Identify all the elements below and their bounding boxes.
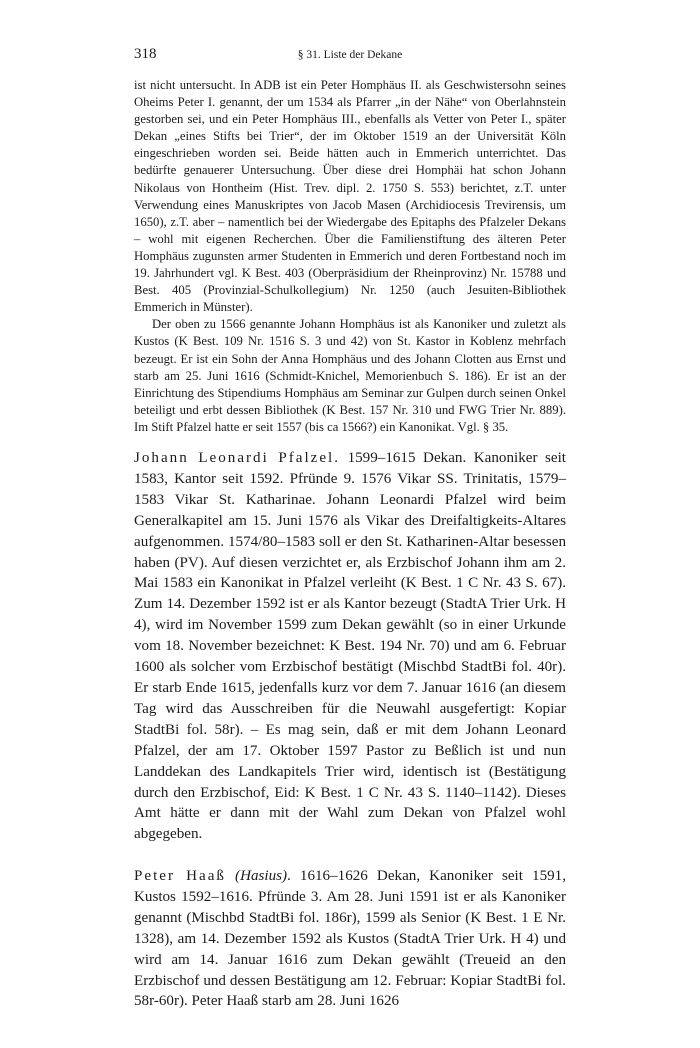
entry-text: 1599–1615 Dekan. Kanoniker seit 1583, Kantor seit 1592. Pfründe 9. 1576 Vikar SS. Trinitatis, 1579–1583 Vikar St. Katharinae. Johann Leonardi Pfalzel wird beim Generalkapitel am 15. Juni 1576 als Vikar des Dreifaltigkeits-Altares aufgenommen. 1574/80–1583 soll er den St. Katharinen-Altar besessen haben (PV). Auf diesen verzichtet er, als Erzbischof Johann ihm am 2. Mai 1583 ein Kanonikat in Pfalzel verleiht (K Best. 1 C Nr. 43 S. 67). Zum 14. Dezember 1592 ist er als Kantor bezeugt (StadtA Trier Urk. H 4), wird im November 1599 zum Dekan gewählt (so in einer Urkunde vom 18. November bezeichnet: K Best. 194 Nr. 70) und am 6. Februar 1600 als solcher vom Erzbischof bestätigt (Mischbd StadtBi fol. 40r). Er starb Ende 1615, jedenfalls kurz vor dem 7. Januar 1616 (an diesem Tag wird das Ausschreiben für die Neuwahl ausgefertigt: Kopiar StadtBi fol. 58r). – Es mag sein, daß er mit dem Johann Leonard Pfalzel, der am 17. Oktober 1597 Pastor zu Beßlich ist und nun Landdekan des Landkapitels Trier wird, identisch ist (Bestätigung durch den Erzbischof, Eid: K Best. 1 C Nr. 43 S. 1140–1142). Dieses Amt hätte er dann mit der Wahl zum Dekan von Pfalzel wohl abgegeben. (134, 450, 566, 843)
entry-text: . 1616–1626 Dekan, Kanoniker seit 1591, Kustos 1592–1616. Pfründe 3. Am 28. Juni 1591 ist er als Kanoniker genannt (Mischbd StadtBi fol. 186r), 1599 als Senior (K Best. 1 E Nr. 1328), am 14. Dezember 1592 als Kustos (StadtA Trier Urk. H 4) und wird am 14. Januar 1616 zum Dekan gewählt (Treueid an den Erzbischof und dessen Bestätigung am 12. Februar: Kopiar StadtBi fol. 58r-60r). Peter Haaß starb am 28. Juni 1626 (134, 868, 566, 1010)
entry-peter-haass (134, 866, 566, 1012)
entry-name: Peter Haaß (134, 868, 226, 884)
note-paragraph-2: Der oben zu 1566 genannte Johann Homphäus ist als Kanoniker und zuletzt als Kustos (K Best. 109 Nr. 1516 S. 3 und 42) von St. Kastor in Koblenz mehrfach bezeugt. Er ist ein Sohn der Anna Homphäus und des Johann Clotten aus Ernst und starb am 25. Juni 1616 (Schmidt-Knichel, Memorienbuch S. 186). Er ist an der Einrichtung des Stipendiums Homphäus am Seminar zur Gulpen durch seinen Onkel beteiligt und erbt dessen Bibliothek (K Best. 157 Nr. 310 und FWG Trier Nr. 889). Im Stift Pfalzel hatte er seit 1557 (bis ca 1566?) ein Kanonikat. Vgl. § 35. (134, 317, 566, 434)
page-number: 318 (134, 46, 157, 62)
entry-latin-name: (Hasius) (235, 868, 288, 884)
entry-paragraph (134, 866, 566, 1012)
note-paragraph-1: ist nicht untersucht. In ADB ist ein Peter Homphäus II. als Geschwistersohn seines Oheims Peter I. genannt, der um 1534 als Pfarrer „in der Nähe“ von Oberlahnstein gestorben sei, und ein Peter Homphäus III., ebenfalls als Vetter von Peter I., später Dekan „eines Stifts bei Trier“, der im Oktober 1519 an der Universität Köln eingeschrieben worden sei. Beide hätten auch in Emmerich unterrichtet. Das bedürfte genauerer Untersuchung. Über diese drei Homphäi hat schon Johann Nikolaus von Hontheim (Hist. Trev. dipl. 2. 1750 S. 553) berichtet, z.T. unter Verwendung eines Manuskriptes von Jacob Masen (Archidiocesis Trevirensis, um 1650), z.T. aber – namentlich bei der Wiedergabe des Epitaphs des Pfalzeler Dekans – wohl mit eigenen Recherchen. Über die Familienstiftung des älteren Peter Homphäus zugunsten armer Studenten in Emmerich und deren Fortbestand noch im 19. Jahrhundert vgl. K Best. 403 (Oberpräsidium der Rheinprovinz) Nr. 15788 und Best. 405 (Provinzial-Schulkollegium) Nr. 1250 (auch Jesuiten-Bibliothek Emmerich in Münster). (134, 78, 566, 315)
entry-paragraph (134, 448, 566, 845)
page-header (134, 44, 566, 68)
running-title: § 31. Liste der Dekane (297, 49, 403, 61)
footnote-block (134, 77, 566, 436)
entry-johann-leonardi (134, 448, 566, 845)
entry-name: Johann Leonardi Pfalzel. (134, 450, 341, 466)
